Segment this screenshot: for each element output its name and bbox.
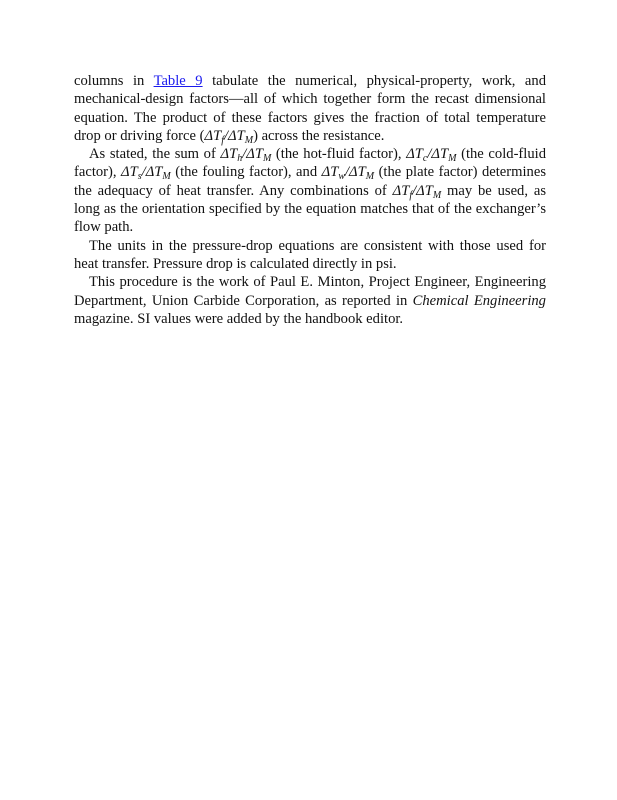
- paragraph-3: The units in the pressure-drop equations are consistent with those used for heat transfer. Pressure drop is calculated directly in psi.: [74, 237, 546, 272]
- document-body: [74, 72, 546, 328]
- ratio-h-m: $\Delta T_h/\Delta T_M$: [220, 146, 272, 165]
- paragraph-4: This procedure is the work of Paul E. Minton, Project Engineer, Engineering Department, Union Carbide Corporation, as reported in Chemical Engineering magazine. SI values were added by the handbook editor.: [74, 274, 546, 327]
- ratio-f-m: $\Delta T_f/\Delta T_M$: [204, 127, 254, 146]
- table-9-link[interactable]: Table 9: [153, 73, 203, 89]
- ratio-w-m: $\Delta T_w/\Delta T_M$: [321, 164, 375, 183]
- ratio-c-m: $\Delta T_c/\Delta T_M$: [406, 146, 457, 165]
- magazine-title: Chemical Engineering: [412, 292, 546, 309]
- ratio-f-m-2: $\Delta T_f/\Delta T_M$: [392, 182, 442, 201]
- ratio-s-m: $\Delta T_s/\Delta T_M$: [121, 164, 171, 183]
- paragraph-2: As stated, the sum of $\Delta T_h/\Delta T_M$ (the hot-fluid factor), $\Delta T_c/\Delta T_M$ (the cold-fluid factor), $\Delta T_s/\Delta T_M$ (the fouling factor), and $\Delta T_w/\Delta T_M$ (the plate factor) determines the adequacy of heat transfer. Any combinations of $\Delta T_f/\Delta T_M$ may be used, as long as the orientation specified by the equation matches that of the exchanger’s flow path.: [74, 146, 546, 236]
- paragraph-1: columns in Table 9 tabulate the numerical, physical-property, work, and mechanical-design factors—all of which together form the recast dimensional equation. The product of these factors gives the fraction of total temperature drop or driving force $(\Delta T_f/\Delta T_M)$ across the resistance.: [74, 73, 546, 146]
